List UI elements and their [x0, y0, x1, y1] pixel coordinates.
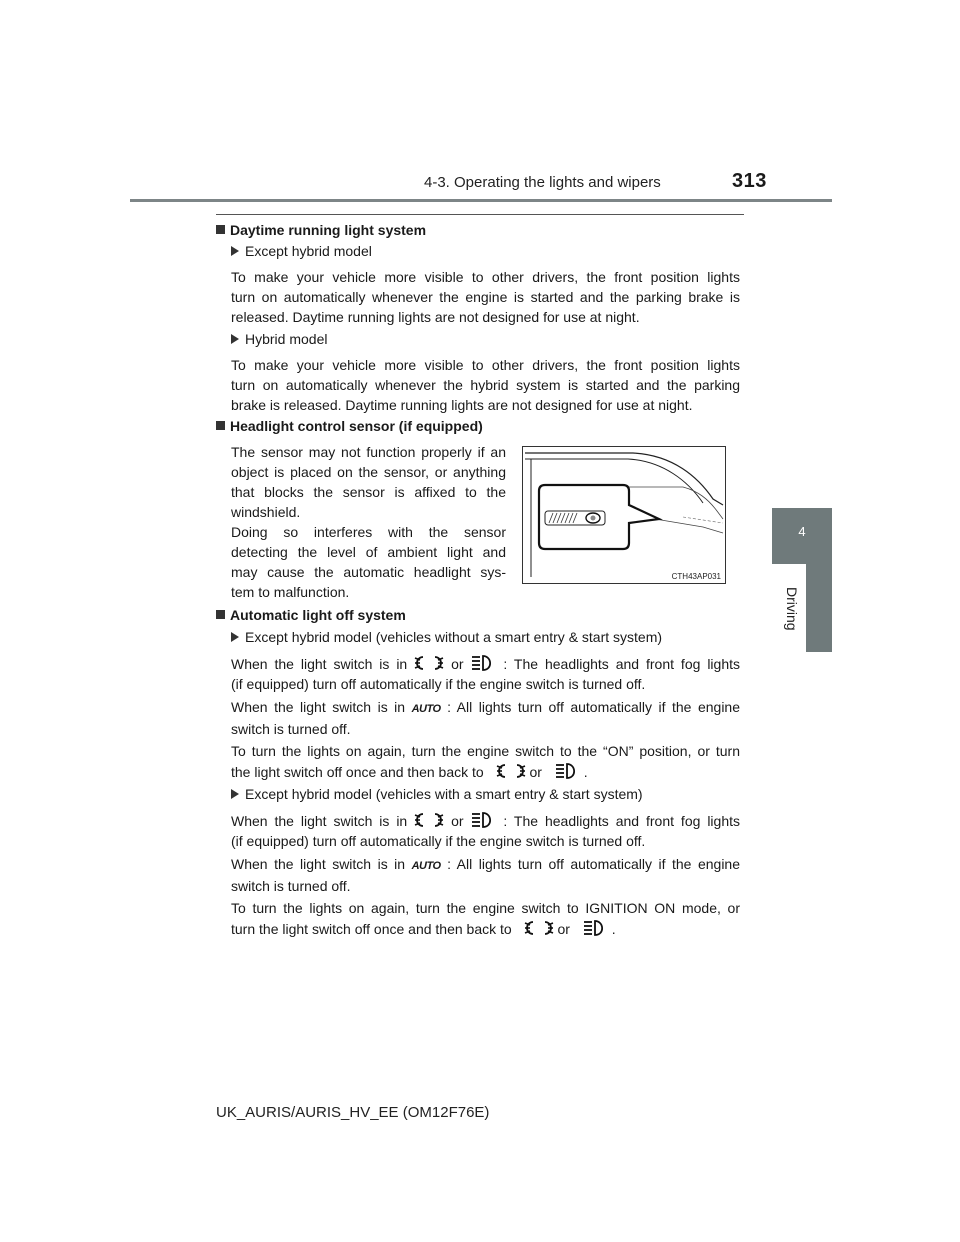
headlight-icon — [554, 761, 580, 781]
chapter-label: Driving — [784, 587, 800, 631]
headlight-icon — [582, 918, 608, 938]
position-light-icon — [414, 810, 444, 830]
headlight-icon — [470, 653, 496, 673]
auto-off-sub-with-smart: Except hybrid model (vehicles with a smart entry & start system) — [231, 786, 643, 802]
square-bullet-icon — [216, 225, 225, 234]
auto-off-para-f: To turn the lights on again, turn the engine switch to IGNITION ON mode, or turn the light switch off once and then back to or . — [231, 900, 740, 937]
drl-paragraph-hybrid: To make your vehicle more visible to other drivers, the front position lights turn on automatically whenever the hybrid system is started and the parking brake is released. Daytime running lights are not designed for use at night. — [231, 357, 740, 413]
auto-off-para-b: When the light switch is in AUTO : All lights turn off automatically if the engine switch is turned off. — [231, 699, 741, 737]
document-footer: UK_AURIS/AURIS_HV_EE (OM12F76E) — [216, 1104, 490, 1121]
figure-code: CTH43AP031 — [671, 572, 721, 581]
auto-off-para-e: When the light switch is in AUTO : All lights turn off automatically if the engine switch is turned off. — [231, 856, 741, 894]
drl-sub-hybrid: Hybrid model — [231, 331, 327, 347]
drl-heading: Daytime running light system — [216, 222, 426, 238]
triangle-bullet-icon — [231, 246, 239, 256]
triangle-bullet-icon — [231, 789, 239, 799]
section-title: 4-3. Operating the lights and wipers — [424, 174, 661, 191]
windshield-sensor-drawing — [523, 447, 725, 583]
auto-off-para-a: When the light switch is in or : The headlights and front fog lights (if equipped) turn off automatically if the engine switch is turned off. — [231, 653, 740, 694]
auto-light-icon: AUTO — [411, 860, 441, 872]
sensor-paragraph: The sensor may not function properly if an object is placed on the sensor, or anything that blocks the sensor is affixed to the windshield. Doing so interferes with the sensor detecting the level of ambient light and may cause the automatic headlight sys- tem to malfunction. — [231, 444, 506, 600]
sensor-heading: Headlight control sensor (if equipped) — [216, 418, 483, 434]
chapter-number: 4 — [798, 524, 806, 539]
drl-paragraph-nonhybrid: To make your vehicle more visible to other drivers, the front position lights turn on automatically whenever the engine is started and the parking brake is released. Daytime running lights are not designed for use at night. — [231, 269, 740, 325]
auto-off-sub-without-smart: Except hybrid model (vehicles without a smart entry & start system) — [231, 629, 662, 645]
square-bullet-icon — [216, 421, 225, 430]
chapter-tab-bar — [806, 564, 832, 652]
headlight-icon — [470, 810, 496, 830]
position-light-icon — [524, 918, 554, 938]
sensor-illustration — [522, 446, 726, 584]
position-light-icon — [414, 653, 444, 673]
auto-off-para-c: To turn the lights on again, turn the engine switch to the “ON” position, or turn the light switch off once and then back to or . — [231, 743, 740, 780]
chapter-tab — [772, 508, 832, 564]
triangle-bullet-icon — [231, 632, 239, 642]
auto-light-icon: AUTO — [411, 703, 441, 715]
position-light-icon — [496, 761, 526, 781]
page-number: 313 — [732, 170, 767, 192]
triangle-bullet-icon — [231, 334, 239, 344]
square-bullet-icon — [216, 610, 225, 619]
content-divider — [216, 214, 744, 215]
auto-off-heading: Automatic light off system — [216, 607, 406, 623]
drl-sub-nonhybrid: Except hybrid model — [231, 243, 372, 259]
auto-off-para-d: When the light switch is in or : The headlights and front fog lights (if equipped) turn off automatically if the engine switch is turned off. — [231, 810, 740, 851]
header-divider — [130, 199, 832, 202]
